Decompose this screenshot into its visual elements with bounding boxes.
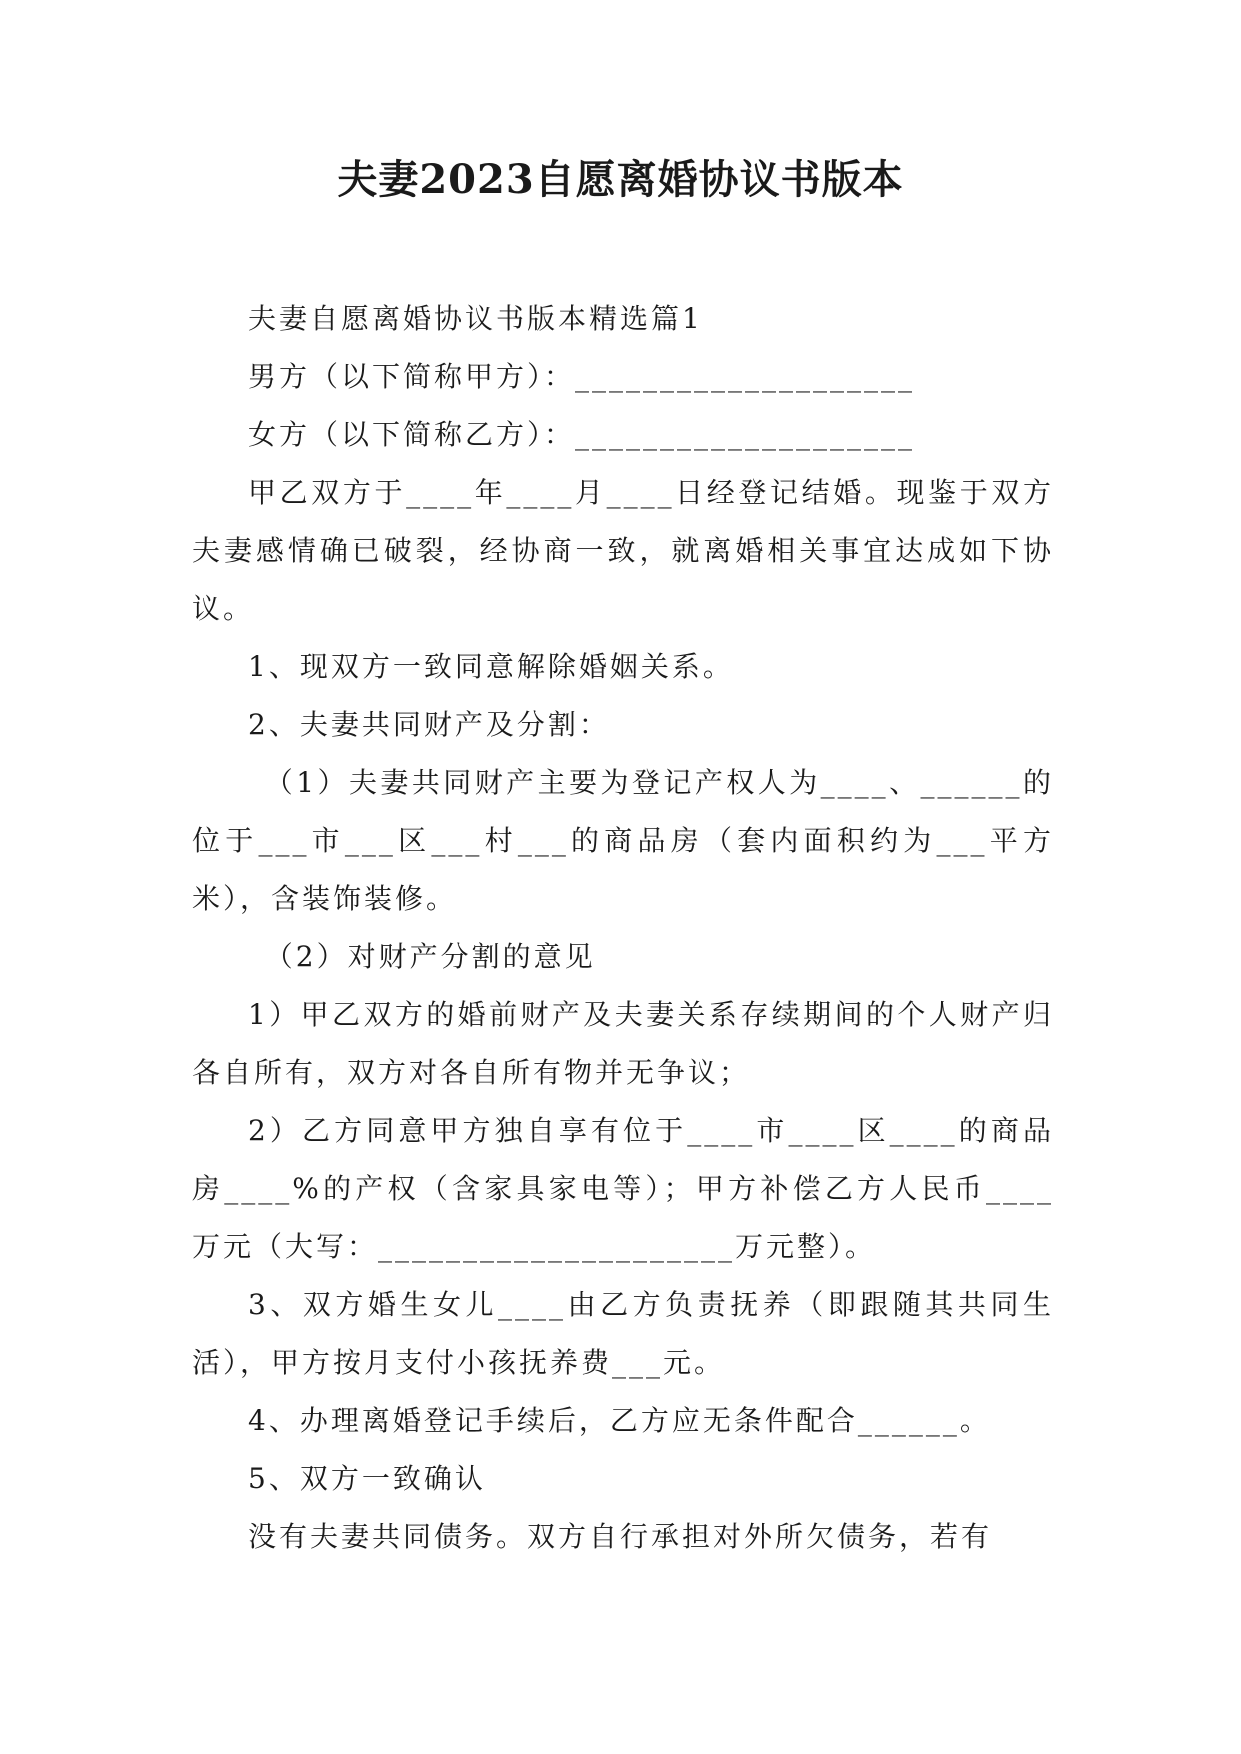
clause-2-item-2: （2）对财产分割的意见: [264, 940, 596, 973]
document-title: 夫妻2023自愿离婚协议书版本: [337, 156, 904, 203]
preamble-paragraph: 甲乙双方于____年____月____日经登记结婚。现鉴于双方夫妻感情确已破裂，经协商一致，就离婚相关事宜达成如下协议。: [192, 476, 1054, 625]
clause-4: 4、办理离婚登记手续后，乙方应无条件配合______。: [248, 1404, 991, 1437]
clause-2-sub-2: 2）乙方同意甲方独自享有位于____市____区____的商品房____%的产权（含家具家电等）；甲方补偿乙方人民币____万元（大写：_____________________万元整）。: [192, 1114, 1054, 1263]
clause-2: 2、夫妻共同财产及分割：: [248, 708, 610, 741]
party-b-line: 女方（以下简称乙方）：____________________: [248, 418, 916, 451]
clause-3: 3、双方婚生女儿____由乙方负责抚养（即跟随其共同生活），甲方按月支付小孩抚养费___元。: [192, 1288, 1054, 1379]
clause-1: 1、现双方一致同意解除婚姻关系。: [248, 650, 734, 683]
clause-2-item-1: （1）夫妻共同财产主要为登记产权人为____、______的位于___市___区___村___的商品房（套内面积约为___平方米），含装饰装修。: [192, 766, 1054, 915]
clause-2-sub-1: 1）甲乙双方的婚前财产及夫妻关系存续期间的个人财产归各自所有，双方对各自所有物并无争议；: [192, 998, 1054, 1089]
party-a-line: 男方（以下简称甲方）：____________________: [248, 360, 916, 393]
clause-5: 5、双方一致确认: [248, 1462, 486, 1495]
document-body: [192, 290, 1054, 1566]
clause-5-text: 没有夫妻共同债务。双方自行承担对外所欠债务，若有: [248, 1520, 993, 1553]
section-heading: 夫妻自愿离婚协议书版本精选篇1: [248, 302, 703, 335]
